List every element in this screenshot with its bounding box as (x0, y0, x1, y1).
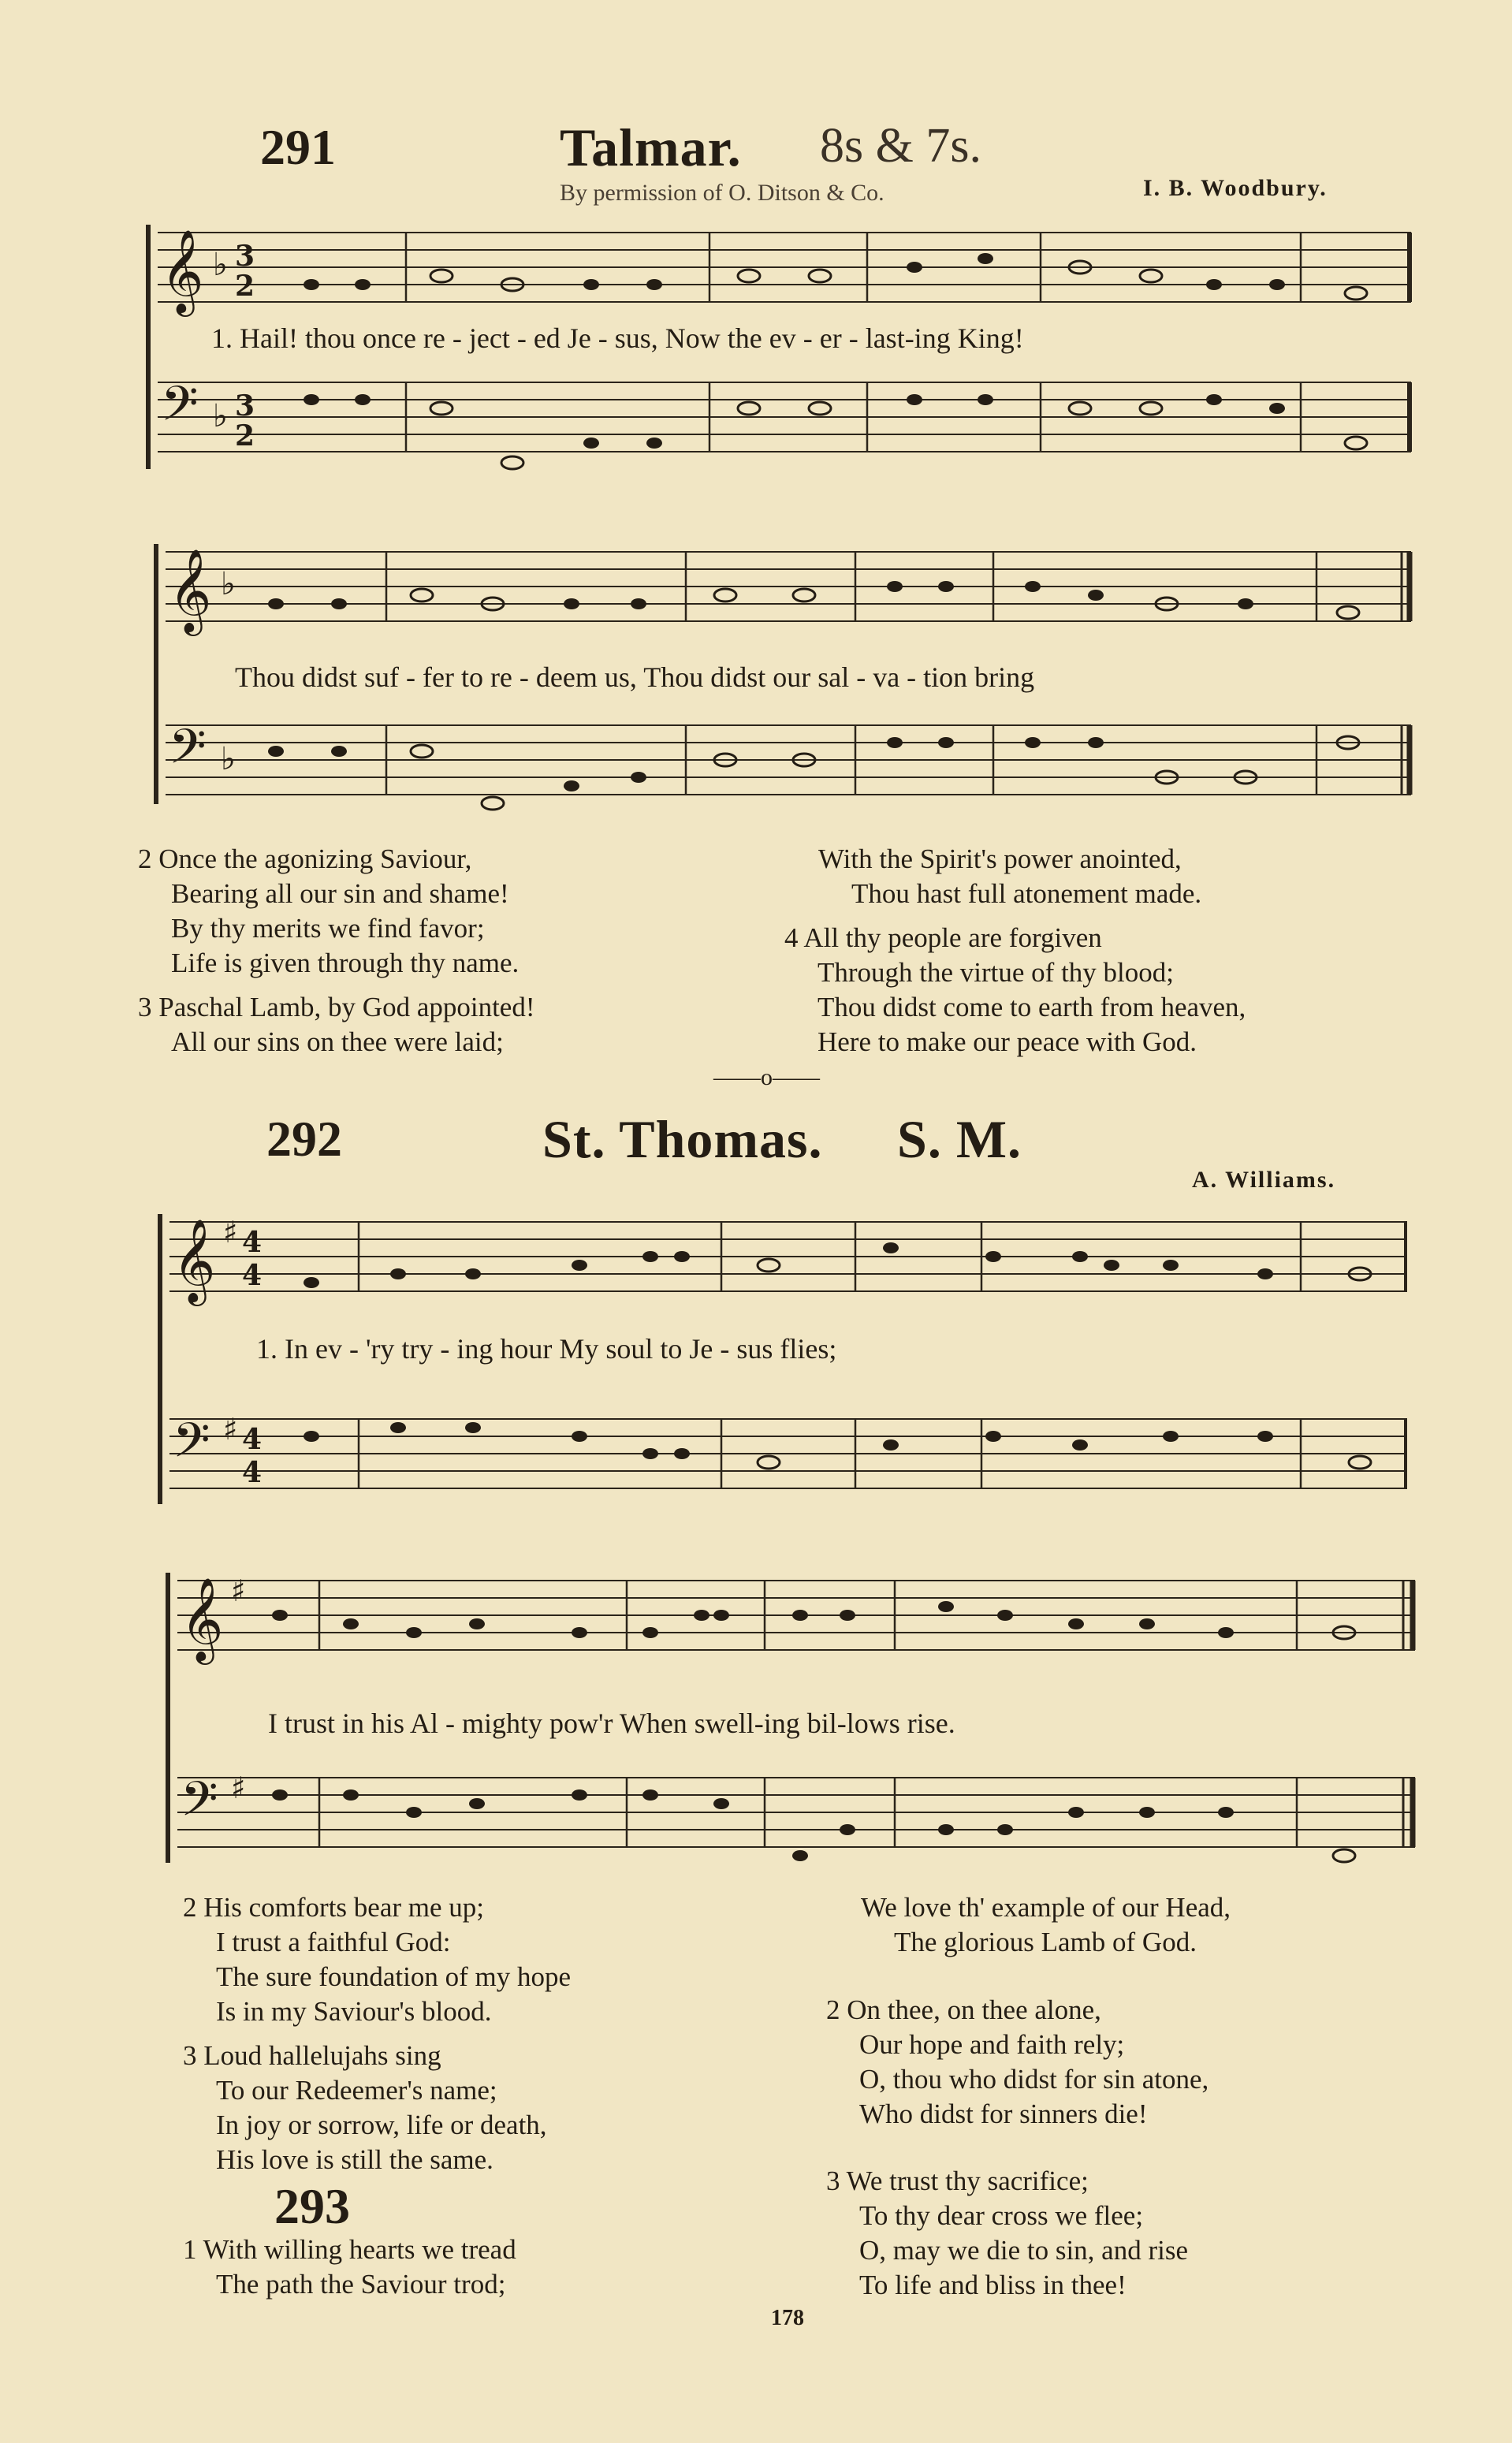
hymn-number: 293 (274, 2178, 350, 2234)
verse-block: With the Spirit's power anointed, Thou hast full atonement made. (818, 844, 1202, 909)
hymn-title: Talmar. (560, 117, 742, 177)
bass-notes (304, 1422, 1371, 1469)
svg-text:♭: ♭ (221, 741, 236, 777)
svg-text:♯: ♯ (223, 1215, 238, 1249)
hymn-title: St. Thomas. (542, 1109, 823, 1169)
verse-block: 3 Paschal Lamb, by God appointed! All our sins on thee were laid; (138, 992, 535, 1057)
svg-text:4: 4 (242, 1259, 263, 1292)
bass-staff (158, 382, 1411, 452)
treble-notes (304, 1242, 1371, 1288)
lyrics-line: 1. Hail! thou once re - ject - ed Je - sus, Now the ev - er - last-ing King! (211, 322, 1024, 354)
svg-text:4: 4 (242, 1226, 263, 1259)
bass-notes (304, 394, 1367, 469)
svg-text:♭: ♭ (221, 566, 236, 602)
svg-text:𝄞: 𝄞 (161, 229, 204, 313)
verse-block: 1 With willing hearts we tread The path the Saviour trod; (183, 2234, 516, 2300)
hymn-number: 291 (260, 119, 336, 175)
verse-block: 4 All thy people are forgiven Through the virtue of thy blood; Thou didst come to earth from heaven, Here to make our peace with God. (784, 922, 1246, 1057)
lyrics-line: 1. In ev - 'ry try - ing hour My soul to Je - sus flies; (256, 1333, 837, 1365)
svg-text:3: 3 (235, 240, 255, 273)
svg-text:𝄢: 𝄢 (161, 376, 199, 444)
svg-text:2: 2 (235, 419, 255, 452)
svg-text:4: 4 (242, 1456, 263, 1489)
verse-block: 2 Once the agonizing Saviour, Bearing all our sin and shame! By thy merits we find favor; Life is given through thy name. (138, 844, 520, 978)
verse-block: 2 His comforts bear me up; I trust a faithful God: The sure foundation of my hope Is in my Saviour's blood. (183, 1892, 572, 2027)
svg-text:𝄞: 𝄞 (173, 1218, 216, 1302)
hymn-meter: S. M. (897, 1109, 1022, 1169)
lyrics-line: I trust in his Al - mighty pow'r When swell-ing bil-lows rise. (268, 1707, 955, 1739)
page-number: 178 (771, 2306, 804, 2330)
svg-text:𝄢: 𝄢 (181, 1771, 218, 1839)
treble-staff (169, 1222, 1407, 1291)
verse-block: 2 On thee, on thee alone, Our hope and faith rely; O, thou who didst for sin atone, Who didst for sinners die! (826, 1994, 1209, 2129)
svg-text:𝄢: 𝄢 (169, 719, 207, 787)
svg-text:4: 4 (242, 1423, 263, 1456)
bass-staff (166, 725, 1411, 795)
svg-text:♯: ♯ (223, 1412, 238, 1447)
lyrics-line: Thou didst suf - fer to re - deem us, Thou didst our sal - va - tion bring (235, 661, 1035, 693)
verse-block: 3 We trust thy sacrifice; To thy dear cross we flee; O, may we die to sin, and rise To life and bliss in thee! (826, 2166, 1188, 2300)
treble-staff (158, 233, 1411, 302)
svg-text:♭: ♭ (213, 247, 228, 283)
permission-note: By permission of O. Ditson & Co. (560, 180, 884, 206)
svg-text:𝄞: 𝄞 (181, 1577, 224, 1661)
svg-text:♯: ♯ (231, 1771, 246, 1805)
svg-text:♭: ♭ (213, 398, 228, 434)
svg-text:♯: ♯ (231, 1573, 246, 1608)
bass-notes (272, 1789, 1355, 1862)
svg-text:𝄞: 𝄞 (169, 548, 212, 632)
svg-text:3: 3 (235, 389, 255, 423)
treble-notes (304, 253, 1367, 300)
verse-block: 3 Loud hallelujahs sing To our Redeemer's name; In joy or sorrow, life or death, His love is still the same. (183, 2040, 547, 2175)
svg-text:2: 2 (235, 270, 255, 303)
verse-block: We love th' example of our Head, The glorious Lamb of God. (861, 1892, 1231, 1957)
composer: I. B. Woodbury. (1143, 175, 1328, 201)
bass-notes (268, 736, 1359, 810)
svg-text:𝄢: 𝄢 (173, 1413, 210, 1480)
hymn-meter: 8s & 7s. (820, 119, 981, 173)
separator: ——o—— (713, 1064, 820, 1090)
composer: A. Williams. (1192, 1167, 1336, 1193)
bass-staff (169, 1419, 1407, 1488)
hymn-number: 292 (266, 1111, 342, 1167)
treble-staff (166, 552, 1411, 621)
